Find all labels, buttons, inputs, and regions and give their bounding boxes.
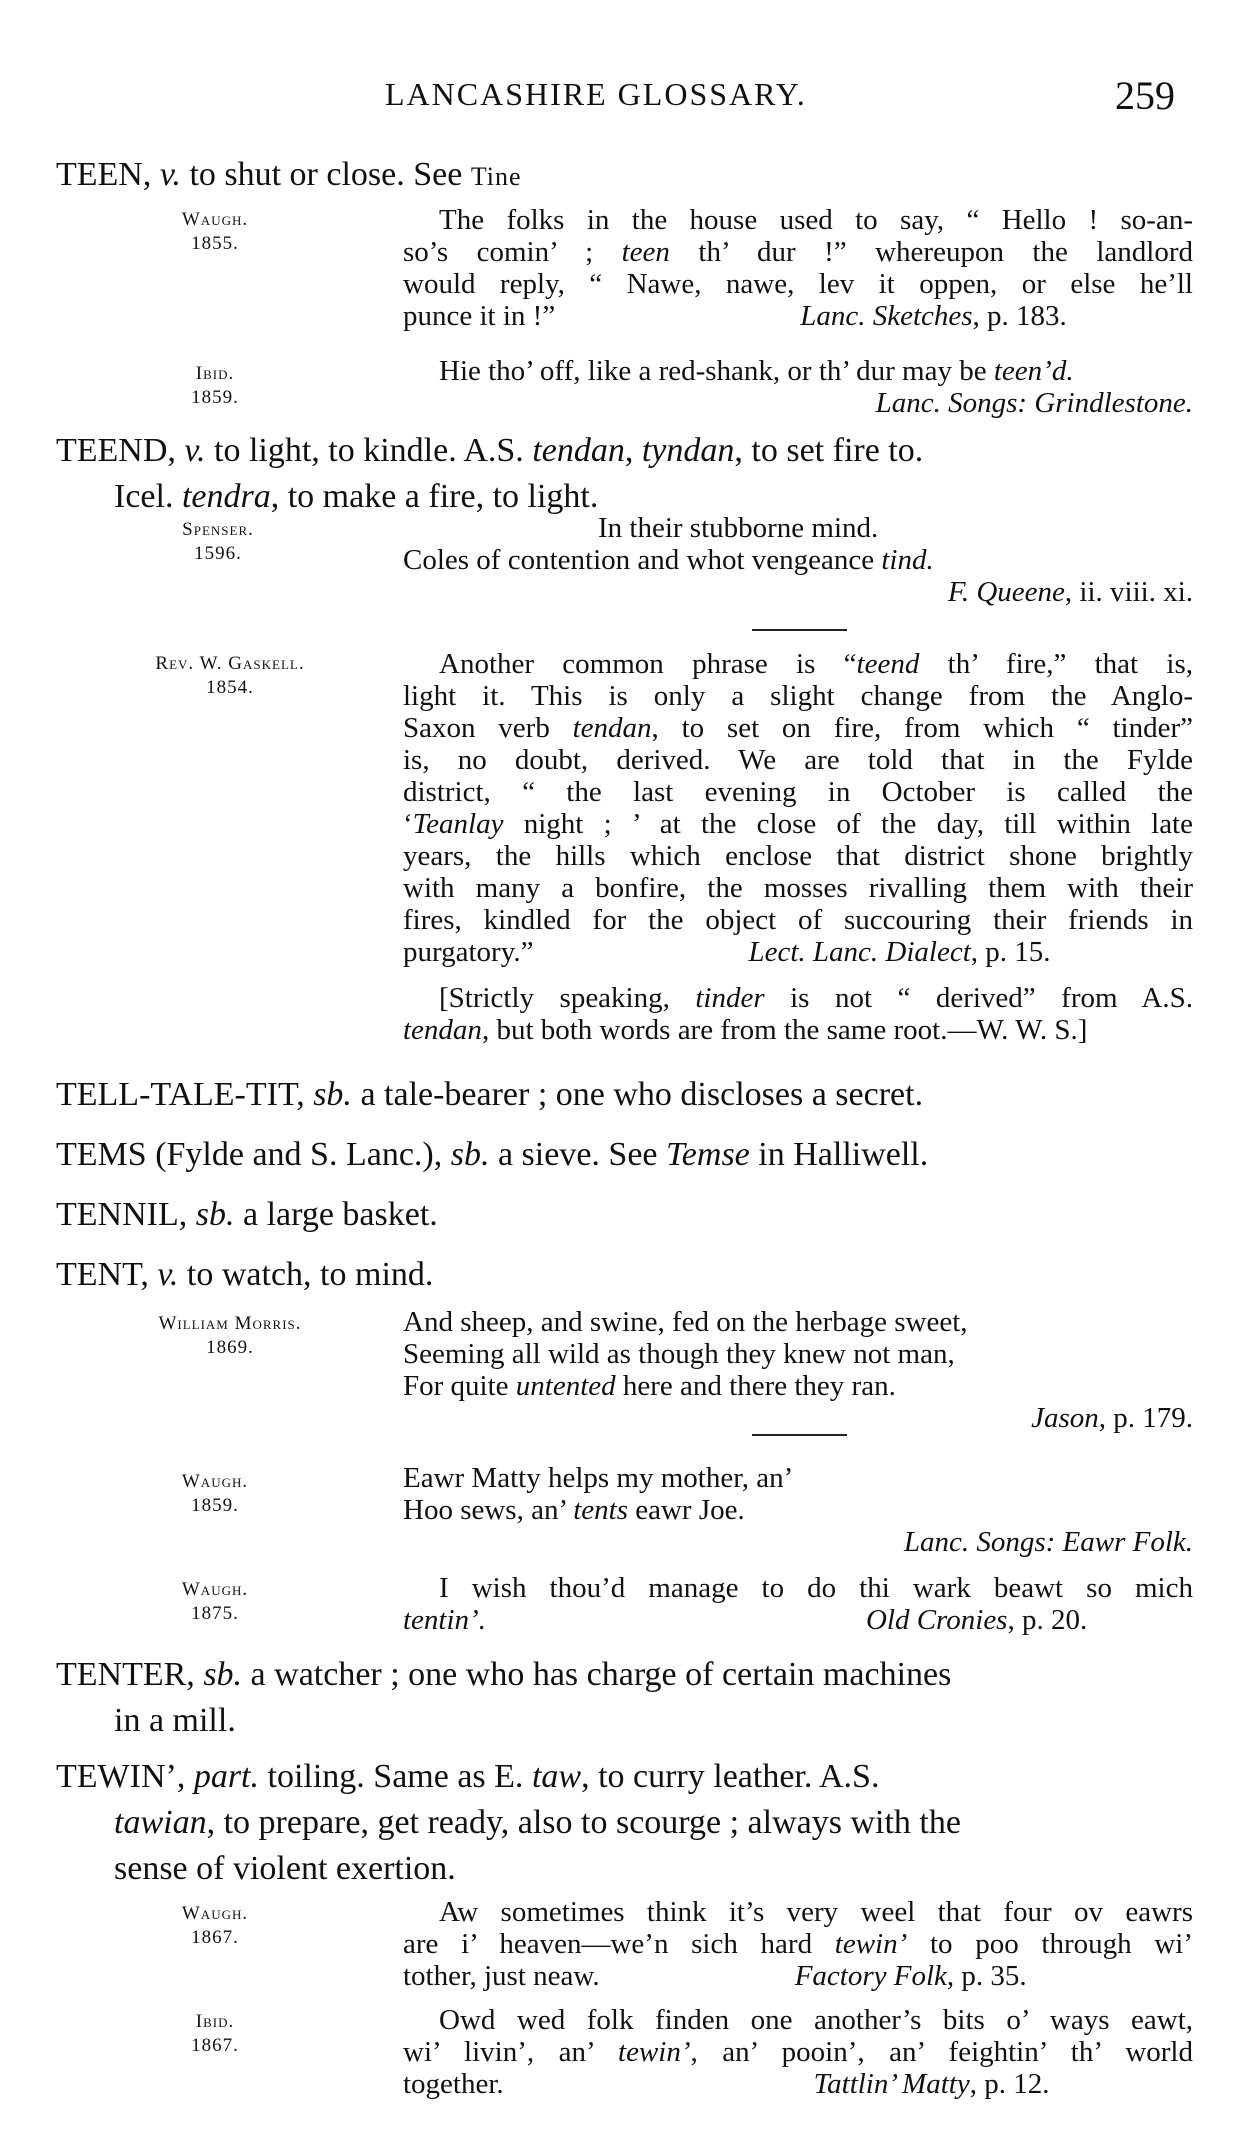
entry-tems: TEMS (Fylde and S. Lanc.), sb. a sieve. See Temse in Halliwell. — [56, 1136, 929, 1173]
citation: Waugh. 1875. — [181, 1579, 249, 1624]
editor-note: [Strictly speaking, tinder is not “ derived” from A.S. tendan, but both words are from the same root.—W. W. S.] — [403, 982, 1193, 1046]
entry-tent: TENT, v. to watch, to mind. — [56, 1256, 434, 1293]
cross-reference: Tine — [470, 162, 522, 191]
part-of-speech: v. — [159, 156, 181, 193]
citation: Waugh. 1855. — [181, 209, 249, 254]
citation: Waugh. 1859. — [181, 1471, 249, 1516]
quotation: And sheep, and swine, fed on the herbage sweet, Seeming all wild as though they knew not man, For quite untented here and there they ran. Jason, p. 179. — [403, 1306, 1193, 1434]
entry-teend: TEEND, v. to light, to kindle. A.S. tendan, tyndan, to set fire to. Icel. tendra, to make a fire, to light. — [56, 432, 924, 515]
citation: Spenser. 1596. — [182, 519, 254, 564]
entry-tennil: TENNIL, sb. a large basket. — [56, 1196, 438, 1233]
headword: TEEND, — [56, 432, 176, 469]
entry-tenter: TENTER, sb. a watcher ; one who has charge of certain machines in a mill. — [56, 1656, 952, 1739]
page-number: 259 — [1115, 73, 1175, 118]
citation: Rev. W. Gaskell. 1854. — [155, 653, 305, 698]
citation: Ibid. 1859. — [191, 363, 239, 408]
entry-tewin: TEWIN’, part. toiling. Same as E. taw, to curry leather. A.S. tawian, to prepare, get ready, also to scourge ; always with the sense of violent exertion. — [56, 1758, 961, 1887]
citation: Ibid. 1867. — [191, 2011, 239, 2056]
entry-teen — [56, 152, 1243, 200]
quotation: The folks in the house used to say, “ Hello ! so-an- so’s comin’ ; teen th’ dur !” whereupon the landlord would reply, “ Nawe, nawe, lev it oppen, or else he’ll punce it in !” Lanc. Sketches, p. 183. — [403, 204, 1193, 332]
quotation: Eawr Matty helps my mother, an’ Hoo sews, an’ tents eawr Joe. Lanc. Songs: Eawr Folk. — [403, 1462, 1193, 1558]
header-title: LANCASHIRE GLOSSARY. — [385, 76, 807, 112]
definition: to shut or close. See — [189, 156, 471, 193]
citation: Waugh. 1867. — [181, 1903, 249, 1948]
quotation: Another common phrase is “teend th’ fire,” that is, light it. This is only a slight change from the Anglo- Saxon verb tendan, to set on fire, from which “ tinder” is, no doubt, derived. We are told that in the Fylde district, “ the last evening in October is called the ‘Teanlay night ; ’ at the close of the day, till within late years, the hills which enclose that district shone brightly with many a bonfire, the mosses rivalling them with their fires, kindled for the object of succouring their friends in purgatory.” Lect. Lanc. Dialect, p. 15. — [403, 648, 1193, 968]
quotation: Hie tho’ off, like a red-shank, or th’ dur may be teen’d. Lanc. Songs: Grindlestone. — [439, 355, 1193, 419]
separator-rule — [752, 629, 847, 631]
quotation: In their stubborne mind. Coles of contention and whot vengeance tind. F. Queene, ii. viii. xi. — [403, 512, 1193, 608]
quotation: Aw sometimes think it’s very weel that four ov eawrs are i’ heaven—we’n sich hard tewin’ to poo through wi’ tother, just neaw. Factory Folk, p. 35. — [403, 1896, 1193, 1992]
headword: TEEN, — [56, 156, 152, 193]
running-header — [0, 72, 1243, 122]
entry-tell-tale-tit: TELL-TALE-TIT, sb. a tale-bearer ; one who discloses a secret. — [56, 1076, 924, 1113]
quotation: Owd wed folk finden one another’s bits o’ ways eawt, wi’ livin’, an’ tewin’, an’ pooin’, an’ feightin’ th’ world together. Tattlin’ Matty, p. 12. — [403, 2004, 1193, 2100]
quotation: I wish thou’d manage to do thi wark beawt so mich tentin’. Old Cronies, p. 20. — [403, 1572, 1193, 1636]
citation: William Morris. 1869. — [158, 1313, 302, 1358]
separator-rule — [752, 1434, 847, 1436]
